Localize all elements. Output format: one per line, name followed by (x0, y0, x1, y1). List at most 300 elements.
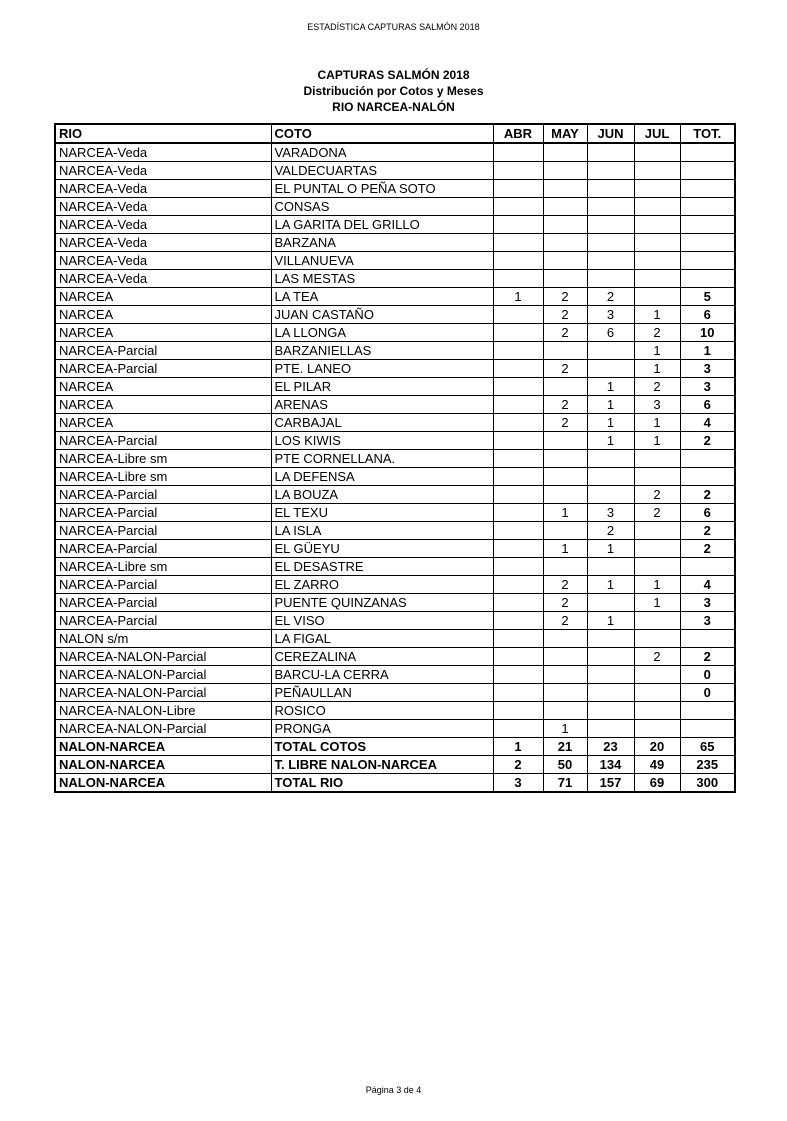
table-row (55, 432, 735, 450)
cell-tot (680, 198, 735, 216)
cell-tot: 2 (680, 486, 735, 504)
cell-abr (493, 450, 543, 468)
cell-coto: LA FIGAL (271, 630, 493, 648)
cell-jun (587, 720, 634, 738)
cell-coto: EL ZARRO (271, 576, 493, 594)
table-row (55, 216, 735, 234)
cell-jul (634, 720, 680, 738)
cell-jun: JUN (587, 124, 634, 143)
cell-coto: EL DESASTRE (271, 558, 493, 576)
cell-jul: 1 (634, 342, 680, 360)
cell-tot (680, 162, 735, 180)
cell-coto: PTE CORNELLANA. (271, 450, 493, 468)
table-row (55, 180, 735, 198)
cell-jun: 1 (587, 378, 634, 396)
cell-rio: NALON-NARCEA (55, 774, 271, 793)
cell-coto: ROSICO (271, 702, 493, 720)
cell-may: 1 (543, 504, 587, 522)
cell-abr (493, 720, 543, 738)
cell-abr (493, 396, 543, 414)
table-row (55, 270, 735, 288)
table-row (55, 702, 735, 720)
cell-jul (634, 180, 680, 198)
cell-tot (680, 720, 735, 738)
cell-tot: 6 (680, 396, 735, 414)
table-row (55, 468, 735, 486)
cell-coto: LA BOUZA (271, 486, 493, 504)
cell-may (543, 468, 587, 486)
table-row (55, 720, 735, 738)
cell-tot: 1 (680, 342, 735, 360)
cell-may (543, 450, 587, 468)
cell-coto: BARZANA (271, 234, 493, 252)
cell-tot: 235 (680, 756, 735, 774)
cell-jun (587, 666, 634, 684)
totals-row (55, 756, 735, 774)
cell-jun (587, 180, 634, 198)
cell-jul: 1 (634, 414, 680, 432)
cell-rio: NARCEA (55, 324, 271, 342)
cell-tot (680, 143, 735, 162)
cell-tot: 2 (680, 540, 735, 558)
cell-abr (493, 558, 543, 576)
cell-coto: LAS MESTAS (271, 270, 493, 288)
cell-rio: NARCEA-Veda (55, 252, 271, 270)
cell-tot (680, 252, 735, 270)
cell-rio: NARCEA (55, 306, 271, 324)
cell-rio: RIO (55, 124, 271, 143)
cell-abr (493, 342, 543, 360)
cell-rio: NARCEA-Parcial (55, 486, 271, 504)
cell-rio: NARCEA-Parcial (55, 612, 271, 630)
cell-rio: NARCEA-Veda (55, 180, 271, 198)
cell-jun: 1 (587, 576, 634, 594)
cell-abr (493, 468, 543, 486)
cell-tot: 3 (680, 378, 735, 396)
cell-coto: LA TEA (271, 288, 493, 306)
cell-coto: CONSAS (271, 198, 493, 216)
table-header-row (55, 124, 735, 143)
cell-jun (587, 450, 634, 468)
cell-jul: 2 (634, 486, 680, 504)
cell-jun (587, 342, 634, 360)
cell-tot: 0 (680, 666, 735, 684)
cell-jun: 2 (587, 522, 634, 540)
cell-abr (493, 612, 543, 630)
cell-may (543, 198, 587, 216)
cell-jul: 2 (634, 378, 680, 396)
table-row (55, 558, 735, 576)
cell-jul (634, 666, 680, 684)
page-footer: Página 3 de 4 (365, 1085, 422, 1095)
cell-jun: 6 (587, 324, 634, 342)
cell-rio: NARCEA (55, 288, 271, 306)
table-row (55, 630, 735, 648)
cell-rio: NARCEA-NALON-Parcial (55, 648, 271, 666)
cell-coto: LA ISLA (271, 522, 493, 540)
table-row (55, 666, 735, 684)
cell-abr (493, 540, 543, 558)
cell-rio: NALON-NARCEA (55, 756, 271, 774)
captures-table (54, 123, 736, 793)
cell-tot: 300 (680, 774, 735, 793)
cell-coto: BARCU-LA CERRA (271, 666, 493, 684)
cell-abr: 2 (493, 756, 543, 774)
cell-may: 50 (543, 756, 587, 774)
table-row (55, 143, 735, 162)
report-titles (0, 67, 787, 115)
cell-rio: NARCEA-NALON-Libre (55, 702, 271, 720)
cell-may (543, 234, 587, 252)
cell-abr (493, 702, 543, 720)
cell-rio: NARCEA-Veda (55, 198, 271, 216)
cell-jul: JUL (634, 124, 680, 143)
page-header: ESTADÍSTICA CAPTURAS SALMÓN 2018 (307, 22, 480, 32)
cell-jun: 23 (587, 738, 634, 756)
cell-coto: VALDECUARTAS (271, 162, 493, 180)
cell-jul: 1 (634, 306, 680, 324)
cell-jun (587, 143, 634, 162)
cell-jun: 1 (587, 414, 634, 432)
cell-rio: NARCEA-Libre sm (55, 450, 271, 468)
cell-jul (634, 270, 680, 288)
cell-jun (587, 702, 634, 720)
table-row (55, 540, 735, 558)
cell-coto: T. LIBRE NALON-NARCEA (271, 756, 493, 774)
cell-coto: JUAN CASTAÑO (271, 306, 493, 324)
cell-coto: EL PILAR (271, 378, 493, 396)
cell-jul (634, 234, 680, 252)
cell-tot: 6 (680, 504, 735, 522)
cell-coto: EL GÜEYU (271, 540, 493, 558)
cell-jul: 1 (634, 576, 680, 594)
cell-jul (634, 558, 680, 576)
cell-coto: TOTAL RIO (271, 774, 493, 793)
cell-may: 1 (543, 540, 587, 558)
cell-abr (493, 486, 543, 504)
cell-coto: LA LLONGA (271, 324, 493, 342)
table-row (55, 612, 735, 630)
cell-abr (493, 360, 543, 378)
cell-may (543, 648, 587, 666)
cell-tot (680, 234, 735, 252)
cell-abr (493, 666, 543, 684)
cell-abr (493, 414, 543, 432)
cell-abr (493, 198, 543, 216)
cell-jul (634, 162, 680, 180)
cell-jul: 3 (634, 396, 680, 414)
cell-jul: 49 (634, 756, 680, 774)
cell-abr (493, 252, 543, 270)
cell-rio: NARCEA-Parcial (55, 360, 271, 378)
cell-may (543, 378, 587, 396)
table-row (55, 414, 735, 432)
table-row (55, 360, 735, 378)
cell-rio: NARCEA-NALON-Parcial (55, 720, 271, 738)
cell-coto: PEÑAULLAN (271, 684, 493, 702)
cell-may: 2 (543, 396, 587, 414)
cell-jul (634, 143, 680, 162)
cell-jun (587, 486, 634, 504)
cell-jul (634, 216, 680, 234)
cell-jul: 2 (634, 504, 680, 522)
table-row (55, 486, 735, 504)
cell-abr (493, 522, 543, 540)
cell-may: 2 (543, 360, 587, 378)
cell-jul: 1 (634, 432, 680, 450)
cell-rio: NARCEA-NALON-Parcial (55, 684, 271, 702)
cell-rio: NARCEA-Parcial (55, 342, 271, 360)
cell-coto: TOTAL COTOS (271, 738, 493, 756)
cell-jul (634, 252, 680, 270)
cell-coto: VARADONA (271, 143, 493, 162)
cell-jul (634, 450, 680, 468)
table-row (55, 684, 735, 702)
cell-rio: NARCEA-Veda (55, 143, 271, 162)
cell-jul: 20 (634, 738, 680, 756)
cell-may (543, 216, 587, 234)
cell-abr (493, 648, 543, 666)
cell-abr (493, 684, 543, 702)
cell-abr (493, 594, 543, 612)
cell-jul: 2 (634, 324, 680, 342)
cell-tot (680, 270, 735, 288)
cell-rio: NARCEA-Veda (55, 270, 271, 288)
table-row (55, 396, 735, 414)
cell-tot: 2 (680, 432, 735, 450)
cell-jun (587, 270, 634, 288)
cell-coto: EL PUNTAL O PEÑA SOTO (271, 180, 493, 198)
cell-jun: 157 (587, 774, 634, 793)
table-row (55, 342, 735, 360)
cell-tot: 3 (680, 594, 735, 612)
cell-jun (587, 630, 634, 648)
totals-row (55, 738, 735, 756)
cell-jun: 134 (587, 756, 634, 774)
cell-rio: NARCEA-Veda (55, 162, 271, 180)
cell-abr (493, 234, 543, 252)
cell-may (543, 342, 587, 360)
cell-jul (634, 468, 680, 486)
cell-coto: PUENTE QUINZANAS (271, 594, 493, 612)
cell-may (543, 702, 587, 720)
cell-rio: NARCEA-Veda (55, 234, 271, 252)
cell-jun: 1 (587, 540, 634, 558)
cell-tot: 4 (680, 576, 735, 594)
cell-rio: NARCEA-Parcial (55, 594, 271, 612)
cell-tot (680, 558, 735, 576)
cell-rio: NARCEA-Libre sm (55, 468, 271, 486)
cell-tot (680, 702, 735, 720)
cell-jun: 3 (587, 306, 634, 324)
cell-rio: NARCEA-Parcial (55, 432, 271, 450)
cell-jul (634, 522, 680, 540)
cell-rio: NARCEA-Parcial (55, 576, 271, 594)
cell-rio: NARCEA (55, 414, 271, 432)
cell-coto: VILLANUEVA (271, 252, 493, 270)
table-row (55, 594, 735, 612)
table-row (55, 324, 735, 342)
cell-may (543, 666, 587, 684)
table-row (55, 576, 735, 594)
cell-may (543, 486, 587, 504)
table-row (55, 378, 735, 396)
cell-tot: 2 (680, 648, 735, 666)
cell-may: 2 (543, 288, 587, 306)
cell-rio: NARCEA-Parcial (55, 522, 271, 540)
cell-abr (493, 576, 543, 594)
cell-jun (587, 558, 634, 576)
cell-may: 2 (543, 594, 587, 612)
cell-rio: NARCEA-Veda (55, 216, 271, 234)
cell-tot: 4 (680, 414, 735, 432)
table-row (55, 648, 735, 666)
cell-may (543, 270, 587, 288)
cell-abr (493, 324, 543, 342)
cell-may: 71 (543, 774, 587, 793)
cell-jun (587, 198, 634, 216)
cell-coto: EL VISO (271, 612, 493, 630)
cell-coto: LA DEFENSA (271, 468, 493, 486)
cell-abr: 1 (493, 738, 543, 756)
cell-abr: ABR (493, 124, 543, 143)
cell-rio: NARCEA (55, 396, 271, 414)
table-row (55, 288, 735, 306)
cell-tot: 10 (680, 324, 735, 342)
cell-coto: BARZANIELLAS (271, 342, 493, 360)
cell-jun (587, 684, 634, 702)
cell-jun: 1 (587, 612, 634, 630)
cell-jun (587, 252, 634, 270)
cell-coto: CEREZALINA (271, 648, 493, 666)
cell-abr (493, 432, 543, 450)
table-row (55, 522, 735, 540)
cell-rio: NARCEA-Libre sm (55, 558, 271, 576)
cell-jun (587, 594, 634, 612)
cell-jul (634, 540, 680, 558)
cell-coto: PRONGA (271, 720, 493, 738)
report-title: CAPTURAS SALMÓN 2018 (317, 68, 470, 82)
cell-coto: PTE. LANEO (271, 360, 493, 378)
cell-abr: 3 (493, 774, 543, 793)
cell-abr (493, 504, 543, 522)
cell-tot: 6 (680, 306, 735, 324)
cell-tot (680, 216, 735, 234)
cell-jul: 1 (634, 360, 680, 378)
cell-coto: LOS KIWIS (271, 432, 493, 450)
cell-tot (680, 630, 735, 648)
cell-jul: 69 (634, 774, 680, 793)
cell-may: 2 (543, 576, 587, 594)
cell-jun (587, 648, 634, 666)
cell-may: 21 (543, 738, 587, 756)
cell-may (543, 143, 587, 162)
cell-rio: NALON s/m (55, 630, 271, 648)
cell-tot (680, 468, 735, 486)
table-row (55, 306, 735, 324)
cell-coto: COTO (271, 124, 493, 143)
cell-rio: NARCEA-Parcial (55, 504, 271, 522)
cell-may (543, 522, 587, 540)
cell-may: MAY (543, 124, 587, 143)
cell-may (543, 630, 587, 648)
cell-tot: TOT. (680, 124, 735, 143)
report-subtitle: Distribución por Cotos y Meses (303, 84, 484, 98)
cell-tot: 2 (680, 522, 735, 540)
cell-tot: 0 (680, 684, 735, 702)
totals-row (55, 774, 735, 793)
cell-jun (587, 216, 634, 234)
cell-abr (493, 378, 543, 396)
cell-abr (493, 180, 543, 198)
report-river: RIO NARCEA-NALÓN (332, 100, 455, 114)
cell-coto: ARENAS (271, 396, 493, 414)
cell-may: 2 (543, 324, 587, 342)
cell-jun: 3 (587, 504, 634, 522)
cell-tot: 65 (680, 738, 735, 756)
table-row (55, 198, 735, 216)
table-row (55, 504, 735, 522)
cell-jun (587, 162, 634, 180)
cell-may (543, 684, 587, 702)
cell-abr (493, 162, 543, 180)
cell-jul (634, 198, 680, 216)
cell-tot: 3 (680, 360, 735, 378)
table-row (55, 162, 735, 180)
cell-rio: NARCEA-Parcial (55, 540, 271, 558)
cell-jun (587, 468, 634, 486)
cell-abr (493, 143, 543, 162)
cell-jul (634, 612, 680, 630)
cell-jul (634, 702, 680, 720)
cell-rio: NARCEA (55, 378, 271, 396)
cell-abr (493, 270, 543, 288)
cell-may (543, 432, 587, 450)
cell-jul: 1 (634, 594, 680, 612)
table-row (55, 450, 735, 468)
cell-may (543, 558, 587, 576)
cell-jul: 2 (634, 648, 680, 666)
cell-jun: 1 (587, 396, 634, 414)
cell-coto: LA GARITA DEL GRILLO (271, 216, 493, 234)
cell-abr (493, 306, 543, 324)
cell-jun (587, 234, 634, 252)
cell-may: 1 (543, 720, 587, 738)
cell-may: 2 (543, 612, 587, 630)
cell-jul (634, 288, 680, 306)
cell-tot: 3 (680, 612, 735, 630)
cell-rio: NARCEA-NALON-Parcial (55, 666, 271, 684)
cell-coto: EL TEXU (271, 504, 493, 522)
table-row (55, 252, 735, 270)
cell-abr: 1 (493, 288, 543, 306)
cell-may: 2 (543, 414, 587, 432)
cell-jun: 2 (587, 288, 634, 306)
cell-coto: CARBAJAL (271, 414, 493, 432)
cell-tot: 5 (680, 288, 735, 306)
cell-may (543, 180, 587, 198)
cell-tot (680, 180, 735, 198)
table-row (55, 234, 735, 252)
cell-jun (587, 360, 634, 378)
cell-rio: NALON-NARCEA (55, 738, 271, 756)
cell-abr (493, 630, 543, 648)
cell-jul (634, 684, 680, 702)
cell-may (543, 162, 587, 180)
cell-jul (634, 630, 680, 648)
cell-may: 2 (543, 306, 587, 324)
cell-tot (680, 450, 735, 468)
